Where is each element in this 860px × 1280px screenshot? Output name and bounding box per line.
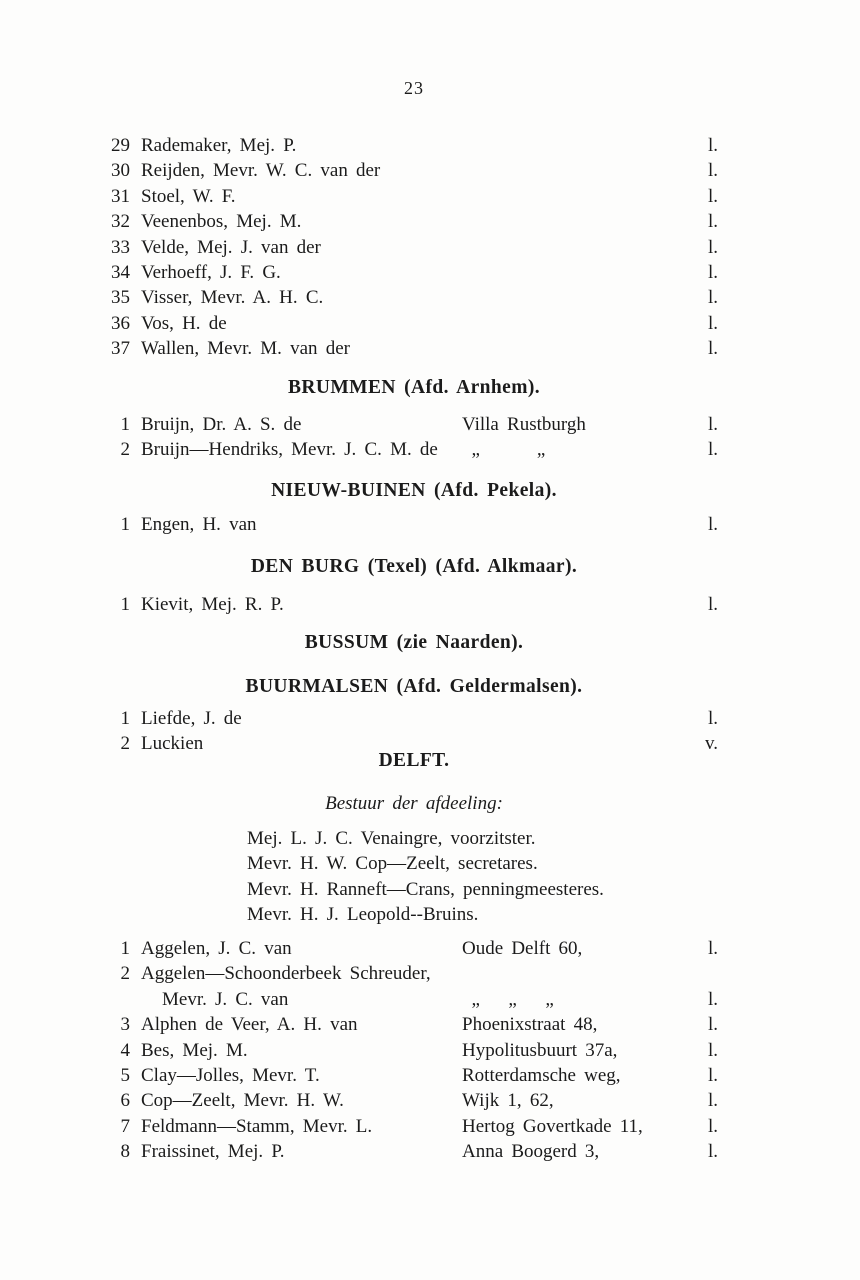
member-name: Clay—Jolles, Mevr. T. bbox=[141, 1065, 320, 1087]
member-row bbox=[110, 311, 718, 336]
member-name: Wallen, Mevr. M. van der bbox=[141, 338, 350, 360]
member-number: 2 bbox=[120, 963, 130, 985]
section-heading-den-burg: DEN BURG (Texel) (Afd. Alkmaar). bbox=[250, 556, 578, 577]
member-name: Vos, H. de bbox=[141, 312, 227, 334]
section-nieuw-buinen-list bbox=[110, 512, 718, 537]
member-row bbox=[110, 235, 718, 260]
member-number: 34 bbox=[111, 262, 130, 284]
member-name-continued: Mevr. J. C. van bbox=[162, 988, 289, 1010]
member-row bbox=[110, 512, 718, 537]
membership-mark: l. bbox=[707, 135, 718, 156]
member-address: Rotterdamsche weg, bbox=[462, 1065, 621, 1087]
member-name: Kievit, Mej. R. P. bbox=[141, 594, 284, 615]
member-row bbox=[110, 260, 718, 285]
member-address: Hypolitusbuurt 37a, bbox=[462, 1039, 618, 1061]
member-address-ditto: „ „ bbox=[462, 439, 546, 461]
member-number: 6 bbox=[120, 1090, 130, 1112]
membership-mark: l. bbox=[707, 414, 718, 435]
member-name: Liefde, J. de bbox=[141, 708, 242, 729]
section-den-burg-list bbox=[110, 592, 718, 617]
membership-mark: l. bbox=[707, 938, 718, 959]
membership-mark: l. bbox=[707, 185, 718, 207]
member-number: 31 bbox=[111, 185, 130, 207]
member-row-two-line bbox=[110, 961, 718, 1012]
membership-mark: v. bbox=[704, 733, 718, 755]
membership-mark: l. bbox=[707, 160, 718, 182]
member-row-line2 bbox=[110, 987, 718, 1012]
member-name: Aggelen, J. C. van bbox=[141, 938, 292, 959]
member-number: 2 bbox=[120, 439, 130, 461]
membership-mark: l. bbox=[707, 211, 718, 233]
member-name: Engen, H. van bbox=[141, 514, 257, 535]
member-name: Velde, Mej. J. van der bbox=[141, 236, 321, 258]
membership-mark: l. bbox=[707, 1090, 718, 1112]
member-address: Anna Boogerd 3, bbox=[462, 1141, 600, 1163]
member-name: Bruijn, Dr. A. S. de bbox=[141, 414, 302, 435]
membership-mark: l. bbox=[707, 1014, 718, 1036]
page-number: 23 bbox=[404, 78, 424, 98]
member-number: 1 bbox=[120, 414, 130, 435]
member-list-continuation bbox=[110, 133, 718, 362]
member-row bbox=[110, 706, 718, 731]
member-number: 29 bbox=[111, 135, 130, 156]
member-row bbox=[110, 1063, 718, 1088]
member-name: Veenenbos, Mej. M. bbox=[141, 211, 302, 233]
membership-mark: l. bbox=[707, 594, 718, 615]
member-row bbox=[110, 592, 718, 617]
member-number: 33 bbox=[111, 236, 130, 258]
membership-mark: l. bbox=[707, 287, 718, 309]
member-number: 32 bbox=[111, 211, 130, 233]
member-name: Cop—Zeelt, Mevr. H. W. bbox=[141, 1090, 344, 1112]
member-name: Reijden, Mevr. W. C. van der bbox=[141, 160, 381, 182]
member-row bbox=[110, 184, 718, 209]
board-member: Mevr. H. Ranneft—Crans, penningmeesteres. bbox=[247, 878, 604, 900]
member-name: Bes, Mej. M. bbox=[141, 1039, 248, 1061]
membership-mark: l. bbox=[707, 236, 718, 258]
membership-mark: l. bbox=[707, 988, 718, 1010]
member-row bbox=[110, 336, 718, 361]
board-member: Mevr. H. W. Cop—Zeelt, secretares. bbox=[247, 853, 538, 875]
member-number: 35 bbox=[111, 287, 130, 309]
member-address-ditto: „ „ „ bbox=[462, 988, 554, 1010]
member-number: 8 bbox=[120, 1141, 130, 1163]
membership-mark: l. bbox=[707, 1039, 718, 1061]
member-row bbox=[110, 1139, 718, 1164]
section-heading-delft: DELFT. bbox=[378, 750, 450, 771]
section-heading-nieuw-buinen: NIEUW-BUINEN (Afd. Pekela). bbox=[271, 480, 557, 501]
section-brummen-list bbox=[110, 412, 718, 463]
member-name: Verhoeff, J. F. G. bbox=[141, 262, 281, 284]
member-row bbox=[110, 285, 718, 310]
member-name: Visser, Mevr. A. H. C. bbox=[141, 287, 324, 309]
membership-mark: l. bbox=[707, 262, 718, 284]
board-title: Bestuur der afdeeling: bbox=[325, 793, 503, 814]
membership-mark: l. bbox=[707, 1065, 718, 1087]
member-row bbox=[110, 936, 718, 961]
member-row bbox=[110, 158, 718, 183]
member-number: 36 bbox=[111, 312, 130, 334]
membership-mark: l. bbox=[707, 1115, 718, 1137]
member-number: 1 bbox=[120, 708, 130, 729]
member-address: Oude Delft 60, bbox=[462, 938, 583, 959]
member-number: 1 bbox=[120, 594, 130, 615]
member-address: Wijk 1, 62, bbox=[462, 1090, 554, 1112]
member-number: 37 bbox=[111, 338, 130, 360]
member-number: 4 bbox=[120, 1039, 130, 1061]
section-heading-bussum: BUSSUM (zie Naarden). bbox=[304, 632, 524, 653]
member-number: 3 bbox=[120, 1014, 130, 1036]
member-row-line1 bbox=[110, 961, 718, 986]
member-address: Villa Rustburgh bbox=[462, 414, 586, 435]
member-name: Rademaker, Mej. P. bbox=[141, 135, 297, 156]
membership-mark: l. bbox=[707, 338, 718, 360]
member-name: Luckien bbox=[141, 733, 204, 755]
member-row bbox=[110, 209, 718, 234]
section-delft-list bbox=[110, 936, 718, 1165]
member-number: 5 bbox=[120, 1065, 130, 1087]
membership-mark: l. bbox=[707, 514, 718, 535]
member-row bbox=[110, 437, 718, 462]
member-number: 1 bbox=[120, 938, 130, 959]
member-number: 30 bbox=[111, 160, 130, 182]
member-number: 1 bbox=[120, 514, 130, 535]
board-member-list bbox=[110, 826, 718, 928]
member-name: Feldmann—Stamm, Mevr. L. bbox=[141, 1115, 373, 1137]
member-name: Aggelen—Schoonderbeek Schreuder, bbox=[141, 963, 431, 985]
board-member: Mevr. H. J. Leopold--Bruins. bbox=[247, 904, 479, 926]
membership-mark: l. bbox=[707, 1141, 718, 1163]
section-heading-buurmalsen: BUURMALSEN (Afd. Geldermalsen). bbox=[245, 676, 583, 697]
member-row bbox=[110, 1038, 718, 1063]
member-address: Phoenixstraat 48, bbox=[462, 1014, 598, 1036]
member-number: 7 bbox=[120, 1115, 130, 1137]
member-row bbox=[110, 133, 718, 158]
member-number: 2 bbox=[120, 733, 130, 755]
board-member: Mej. L. J. C. Venaingre, voorzitster. bbox=[247, 828, 536, 849]
membership-mark: l. bbox=[707, 312, 718, 334]
section-heading-brummen: BRUMMEN (Afd. Arnhem). bbox=[287, 377, 541, 398]
member-name: Alphen de Veer, A. H. van bbox=[141, 1014, 358, 1036]
member-name: Bruijn—Hendriks, Mevr. J. C. M. de bbox=[141, 439, 438, 461]
membership-mark: l. bbox=[707, 439, 718, 461]
member-row bbox=[110, 1088, 718, 1113]
member-row bbox=[110, 1012, 718, 1037]
membership-mark: l. bbox=[707, 708, 718, 729]
member-address: Hertog Govertkade 11, bbox=[462, 1115, 643, 1137]
member-name: Fraissinet, Mej. P. bbox=[141, 1141, 285, 1163]
member-name: Stoel, W. F. bbox=[141, 185, 236, 207]
member-row bbox=[110, 412, 718, 437]
member-row bbox=[110, 1114, 718, 1139]
